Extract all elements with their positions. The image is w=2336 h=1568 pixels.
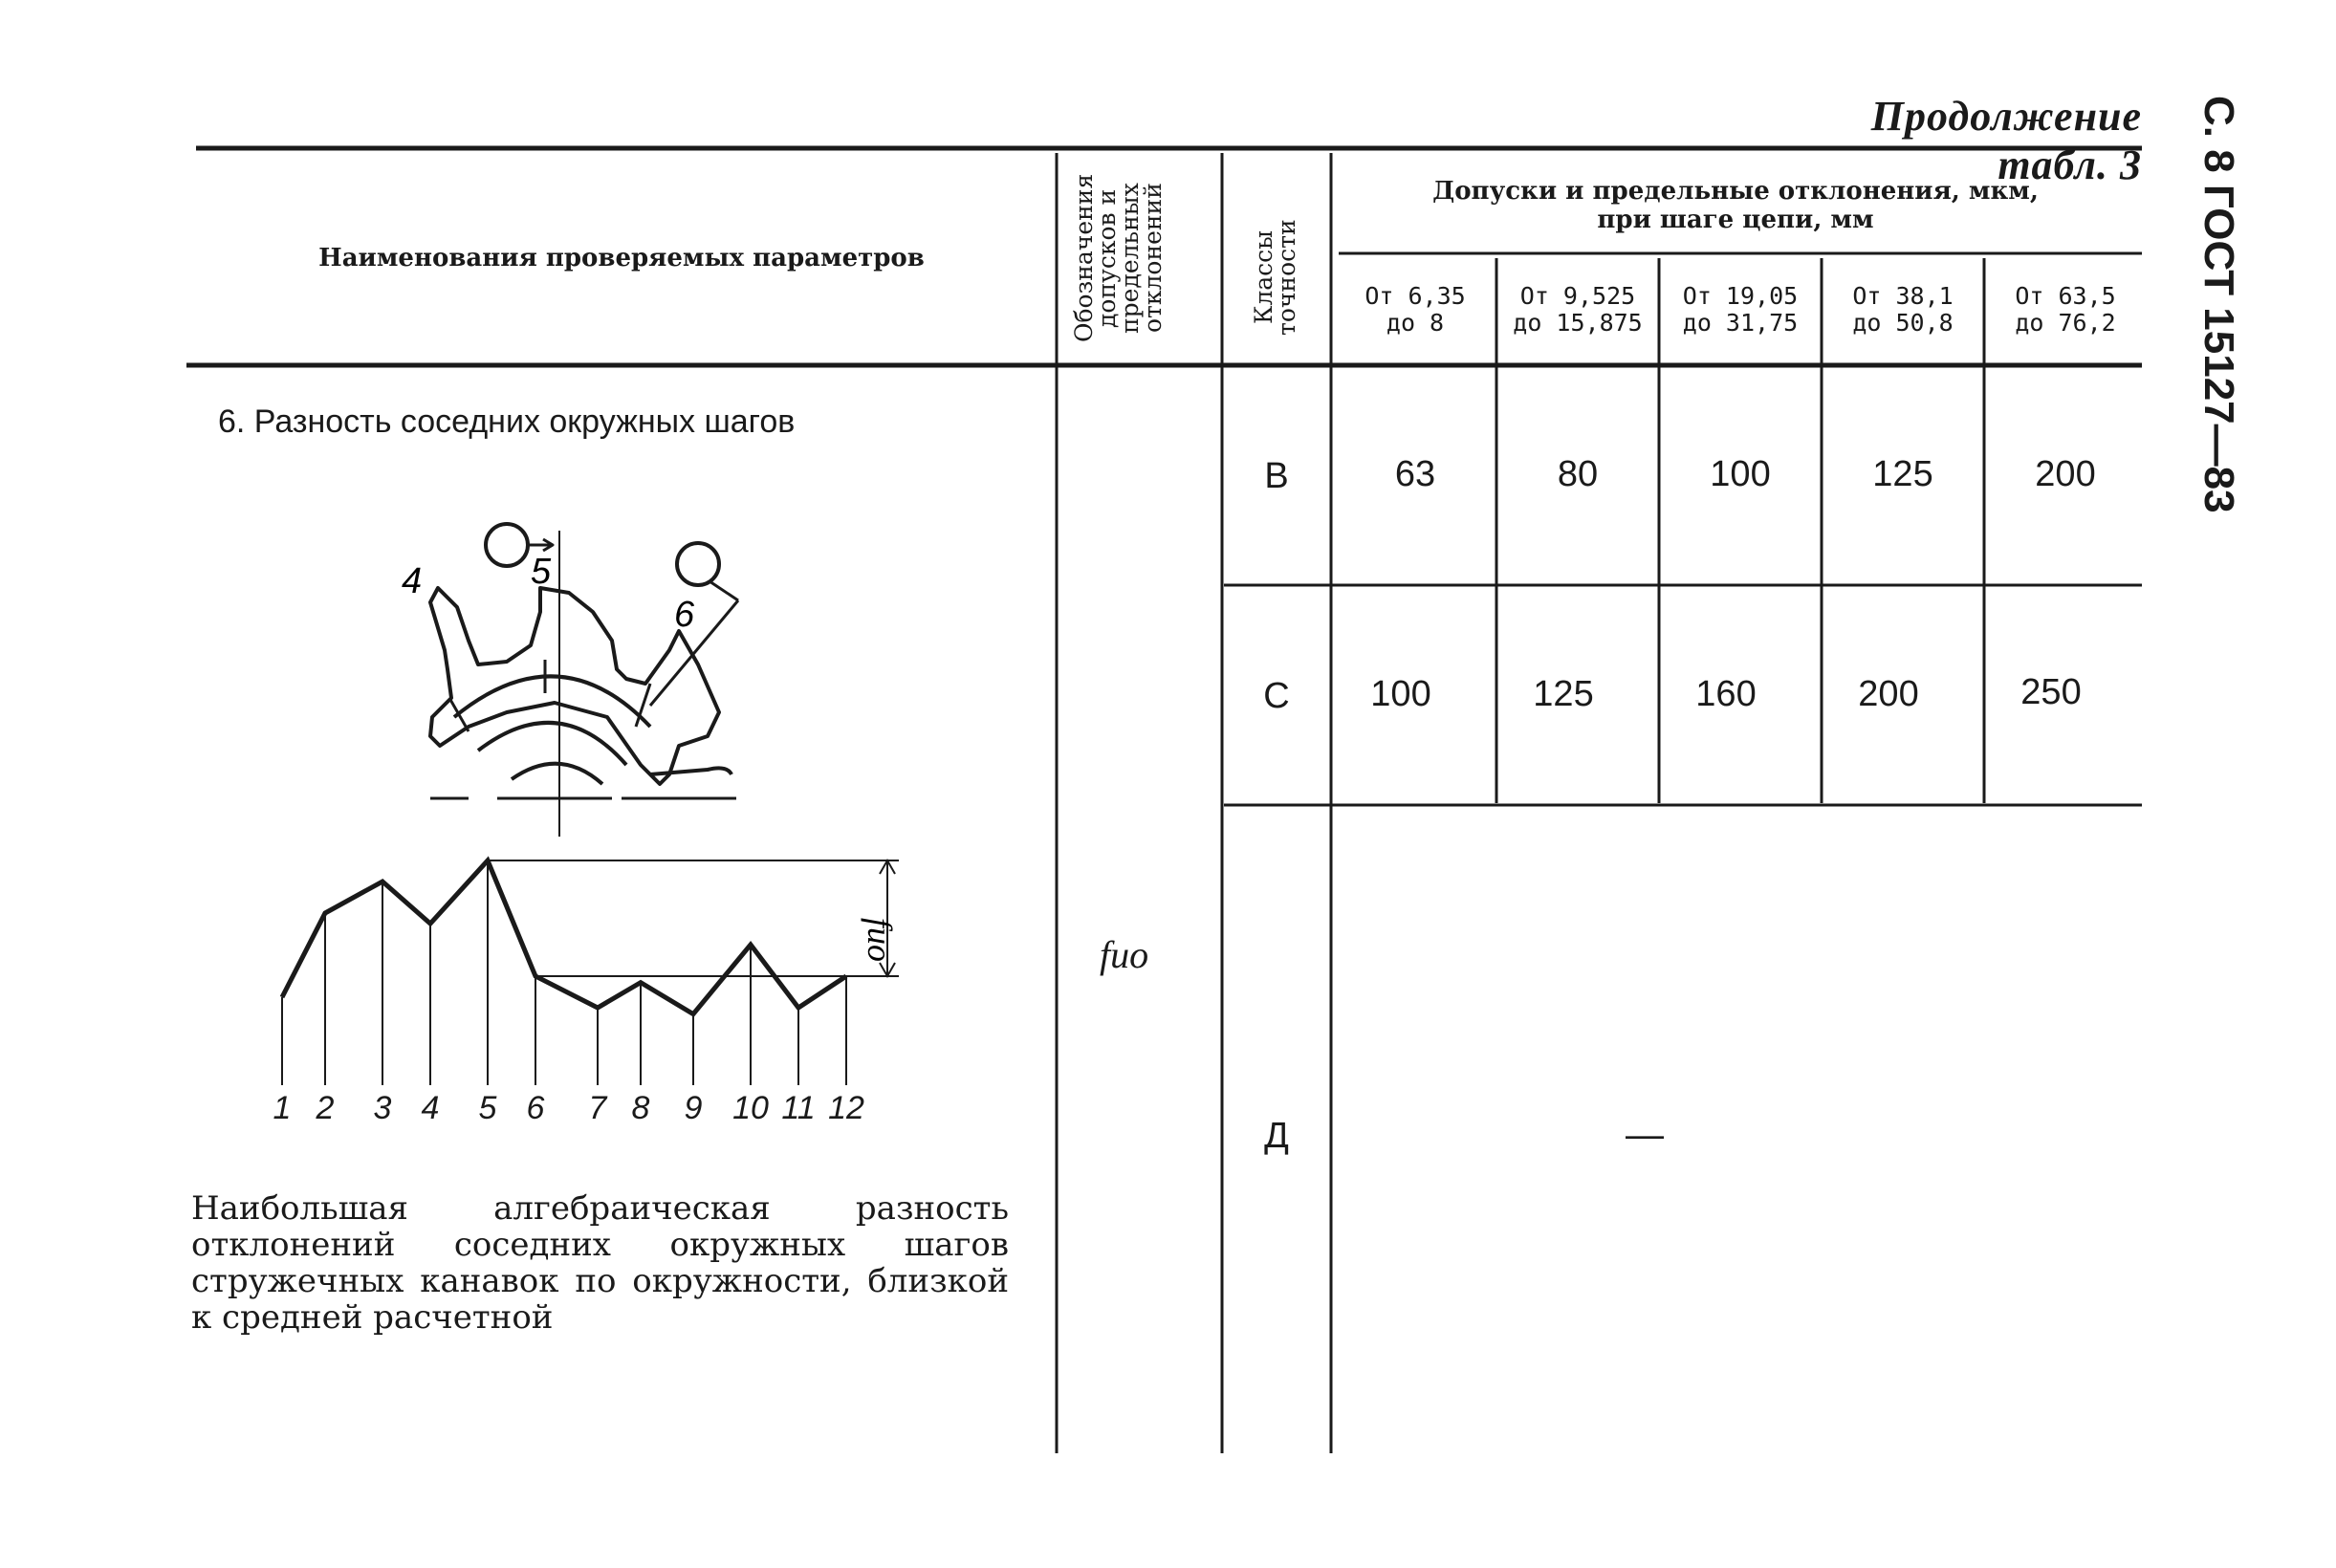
value-cell: 160 [1695,674,1757,714]
tick-label: 10 [732,1090,769,1126]
range-2: От 9,525 до 15,875 [1513,282,1643,337]
tick-label: 7 [588,1090,607,1126]
tick-label: 1 [273,1090,292,1126]
tick-label: 11 [781,1090,816,1126]
param-header: Наименования проверяемых параметров [318,244,925,272]
tick-label: 8 [631,1090,650,1126]
value-cell: 250 [2020,672,2082,712]
tolerance-symbol: fuo [1100,933,1149,976]
range-1: От 6,35 до 8 [1364,282,1466,337]
class-cell-c: С [1263,676,1290,716]
fuo-dimension-label: fuo [861,918,899,963]
tick-label: 5 [478,1090,497,1126]
tick-label: 9 [684,1090,703,1126]
inner-arc-2 [478,723,626,765]
tick-label: 6 [526,1090,545,1126]
tooth-label-4: 4 [402,561,423,601]
value-cell: 63 [1394,454,1436,494]
value-cell: 200 [1858,674,1919,714]
gost-page-number: С. 8 ГОСТ 15127—83 [2195,96,2242,513]
value-cell: 80 [1557,454,1599,494]
class-header: Классы точности [1250,219,1300,336]
profile-line [282,860,846,1014]
symbol-header: Обозначения допусков и предельных отклонений [1070,173,1167,343]
value-cell: 125 [1533,674,1594,714]
probe-circle-left [486,524,528,566]
class-cell-d: Д [1264,1116,1289,1156]
value-cell: 200 [2035,454,2096,494]
value-dash: — [1626,1114,1664,1156]
item-description: Наибольшая алгебраическая разность отклонений соседних окружных шагов стружечных канавок по окружности, близкой к средней расчетной [191,1189,1009,1337]
inner-arc-3 [512,764,602,784]
continuation-label: Продолжение табл. 3 [1870,93,2142,188]
gear-teeth-figure [363,497,784,841]
range-4: От 38,1 до 50,8 [1852,282,1954,337]
class-cell-b: В [1264,456,1289,496]
tick-label: 4 [421,1090,440,1126]
deviation-profile-figure [268,822,994,1109]
value-cell: 125 [1872,454,1933,494]
value-cell: 100 [1370,674,1431,714]
item-title: 6. Разность соседних окружных шагов [218,403,796,440]
probe-circle-right [677,543,719,585]
tooth-label-5: 5 [531,552,552,592]
tick-label: 2 [316,1090,335,1126]
value-cell: 100 [1710,454,1771,494]
tick-label: 3 [373,1090,392,1126]
range-3: От 19,05 до 31,75 [1682,282,1799,337]
range-5: От 63,5 до 76,2 [2015,282,2116,337]
tick-label: 12 [828,1090,864,1126]
tolerance-header: Допуски и предельные отклонения, мкм, при шаге цепи, мм [1432,177,2039,234]
tooth-label-6: 6 [674,595,695,635]
